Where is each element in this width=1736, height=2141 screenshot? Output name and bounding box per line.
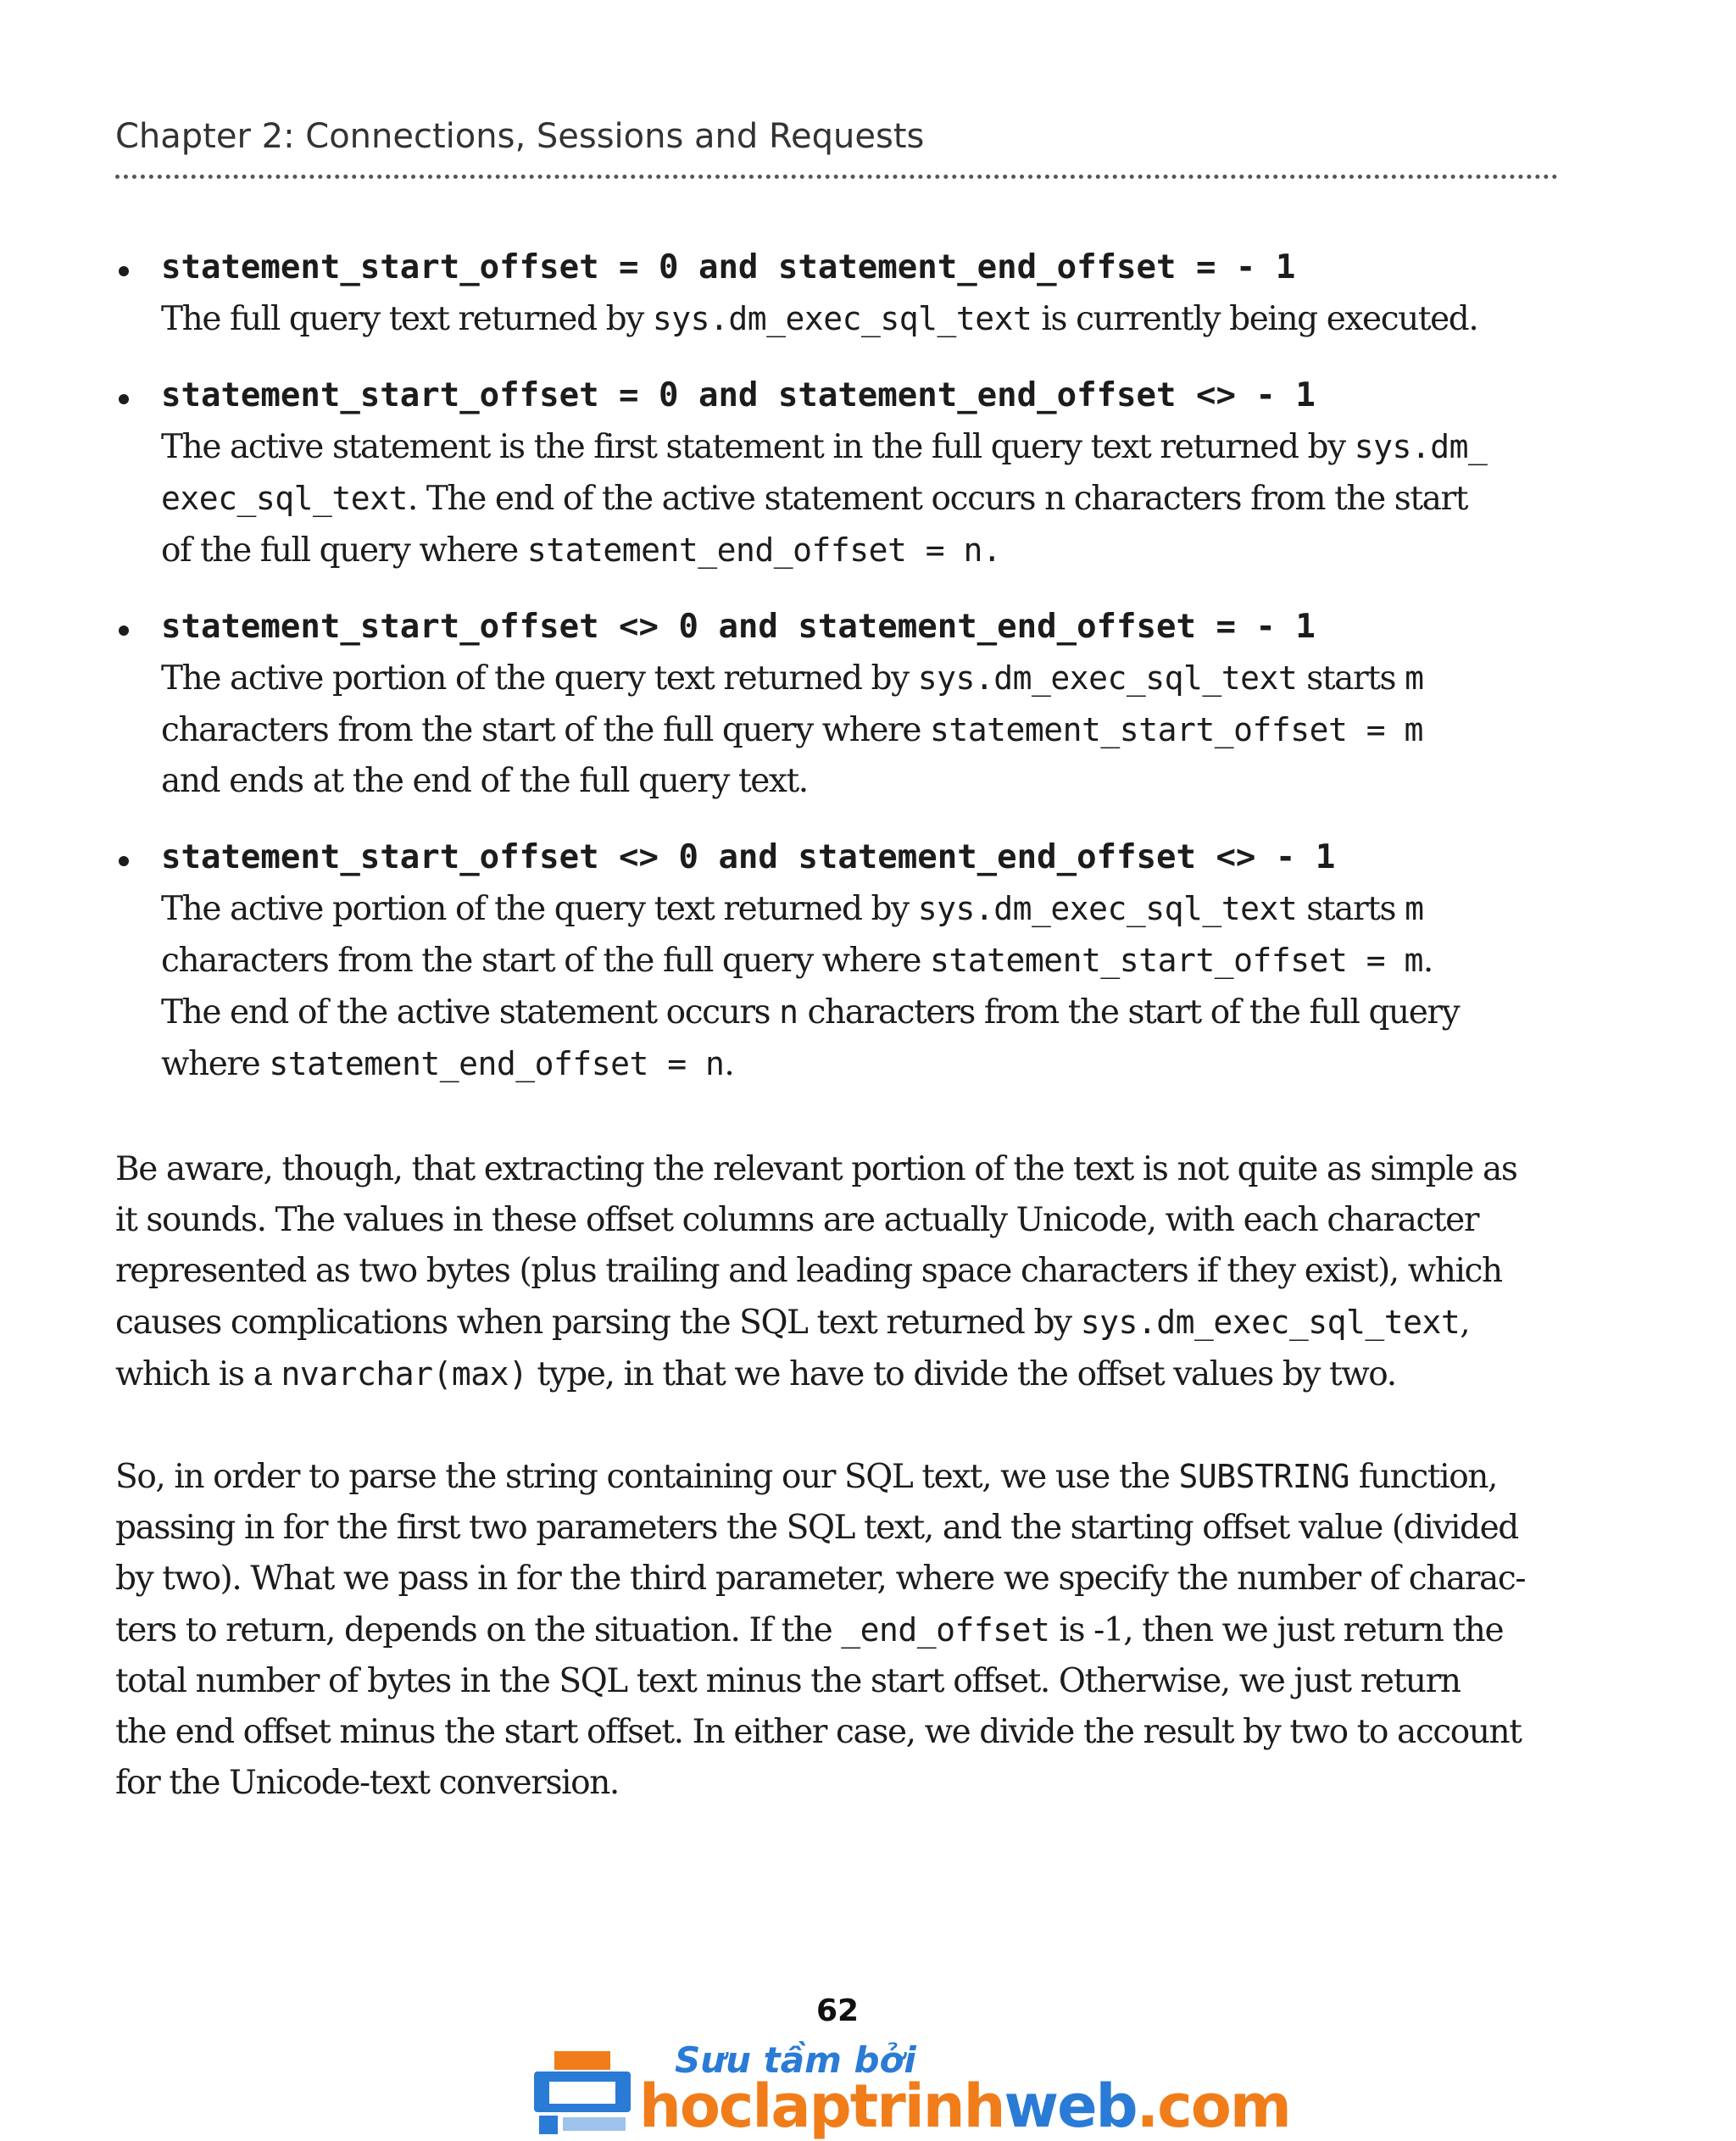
inline-code: statement_end_offset = n	[269, 1045, 725, 1082]
inline-code: sys.dm_exec_sql_text	[1080, 1304, 1461, 1341]
text-line	[161, 293, 1573, 345]
inline-code: exec_sql_text	[161, 480, 408, 517]
text-run: by two). What we pass in for the third parameter, where we specify the number of charac-	[115, 1560, 1526, 1598]
bullet-condition: statement_start_offset = 0 and statement_end_offset <> - 1	[161, 376, 1316, 414]
text-run: starts	[1297, 890, 1405, 928]
text-line	[115, 1656, 1573, 1707]
text-run: of the full query where	[161, 531, 527, 570]
inline-code: statement_start_offset = m	[930, 711, 1423, 748]
text-run: ters to return, depends on the situation. If the	[115, 1611, 842, 1649]
inline-code: _end_offset	[841, 1611, 1050, 1649]
text-run: . The end of the active statement occurs n characters from the start	[407, 480, 1468, 518]
text-run: type, in that we have to divide the offset values by two.	[527, 1355, 1396, 1393]
list-item	[115, 832, 1573, 1090]
text-line	[161, 473, 1573, 525]
text-line	[161, 421, 1573, 473]
text-run: The end of the active statement occurs	[161, 993, 780, 1032]
watermark-site-name	[639, 2071, 1290, 2141]
text-line	[115, 1195, 1573, 1246]
text-line	[161, 1038, 1573, 1090]
text-line	[115, 1451, 1573, 1503]
watermark-site-part3: .com	[1136, 2071, 1290, 2141]
list-item	[115, 370, 1573, 576]
text-line	[161, 704, 1573, 756]
text-run: The active portion of the query text returned by	[161, 659, 918, 698]
text-run: which is a	[115, 1355, 281, 1393]
page-number: 62	[815, 1994, 860, 2028]
text-line	[115, 1144, 1573, 1195]
paragraph-unicode-offsets	[115, 1144, 1573, 1400]
inline-code: n	[779, 993, 798, 1031]
text-run: The active statement is the first statement in the full query text returned by	[161, 428, 1355, 466]
text-run: ,	[1460, 1304, 1470, 1342]
text-line	[161, 883, 1573, 935]
text-run: it sounds. The values in these offset columns are actually Unicode, with each character	[115, 1201, 1479, 1239]
text-run: causes complications when parsing the SQL text returned by	[115, 1304, 1081, 1342]
text-run: function,	[1349, 1458, 1497, 1496]
text-run: is -1, then we just return the	[1049, 1611, 1504, 1649]
text-line	[115, 1246, 1573, 1297]
text-line	[115, 1604, 1573, 1656]
inline-code: sys.dm_exec_sql_text	[917, 890, 1298, 927]
header-dotted-rule	[115, 175, 1558, 179]
bullet-condition: statement_start_offset = 0 and statement_end_offset = - 1	[161, 248, 1296, 286]
text-line	[115, 1554, 1573, 1604]
text-line	[115, 1758, 1573, 1809]
text-run: represented as two bytes (plus trailing and leading space characters if they exist), which	[115, 1252, 1502, 1290]
bullet-dot-icon	[119, 266, 129, 276]
text-run: and ends at the end of the full query text.	[161, 762, 808, 800]
text-run: .	[724, 1045, 734, 1083]
text-run: where	[161, 1045, 270, 1083]
watermark-credit-text: Sưu tầm bởi	[675, 2039, 916, 2081]
watermark-logo	[531, 2034, 1290, 2141]
text-run: The active portion of the query text returned by	[161, 890, 918, 928]
inline-code: sys.dm_exec_sql_text	[917, 659, 1298, 697]
list-item	[115, 602, 1573, 807]
text-run: characters from the start of the full query	[798, 993, 1460, 1032]
inline-code: nvarchar(max)	[281, 1355, 528, 1393]
text-line	[115, 1349, 1573, 1400]
inline-code: sys.dm_exec_sql_text	[652, 300, 1032, 337]
text-run: for the Unicode-text conversion.	[115, 1764, 619, 1802]
text-run: passing in for the first two parameters the SQL text, and the starting offset value (divided	[115, 1509, 1518, 1547]
bullet-dot-icon	[119, 394, 129, 404]
inline-code: m	[1405, 659, 1424, 697]
text-run: characters from the start of the full query where	[161, 942, 931, 980]
text-run: The full query text returned by	[161, 300, 653, 338]
inline-code: m	[1405, 890, 1424, 927]
bullet-condition: statement_start_offset <> 0 and statement_end_offset <> - 1	[161, 838, 1336, 876]
inline-code: sys.dm_	[1354, 428, 1488, 465]
text-run: the end offset minus the start offset. In either case, we divide the result by two to account	[115, 1713, 1522, 1751]
text-line	[115, 1503, 1573, 1554]
text-run: characters from the start of the full query where	[161, 711, 931, 749]
list-item	[115, 242, 1573, 345]
text-run: Be aware, though, that extracting the relevant portion of the text is not quite as simple as	[115, 1150, 1517, 1188]
text-run: starts	[1297, 659, 1405, 698]
bullet-dot-icon	[119, 626, 129, 636]
offset-cases-list	[115, 242, 1573, 1115]
text-line	[161, 756, 1573, 807]
watermark-site-part1: hoclaptrinh	[639, 2071, 1004, 2141]
inline-code: statement_start_offset = m	[930, 942, 1423, 979]
text-run: .	[1422, 942, 1433, 980]
inline-code: statement_end_offset = n.	[526, 531, 1002, 569]
monitor-logo-icon	[531, 2048, 634, 2138]
chapter-header: Chapter 2: Connections, Sessions and Requests	[115, 117, 925, 156]
text-run: total number of bytes in the SQL text minus the start offset. Otherwise, we just return	[115, 1662, 1461, 1700]
text-run: is currently being executed.	[1032, 300, 1478, 338]
text-line	[161, 525, 1573, 576]
bullet-dot-icon	[119, 856, 129, 866]
paragraph-substring-parsing	[115, 1451, 1573, 1809]
text-run: So, in order to parse the string containing our SQL text, we use the	[115, 1458, 1179, 1496]
bullet-condition: statement_start_offset <> 0 and statement_end_offset = - 1	[161, 608, 1316, 646]
text-line	[115, 1297, 1573, 1349]
text-line	[115, 1707, 1573, 1758]
watermark-site-part2: web	[1004, 2071, 1137, 2141]
text-line	[161, 987, 1573, 1038]
inline-code: SUBSTRING	[1178, 1458, 1349, 1495]
text-line	[161, 935, 1573, 987]
text-line	[161, 653, 1573, 704]
